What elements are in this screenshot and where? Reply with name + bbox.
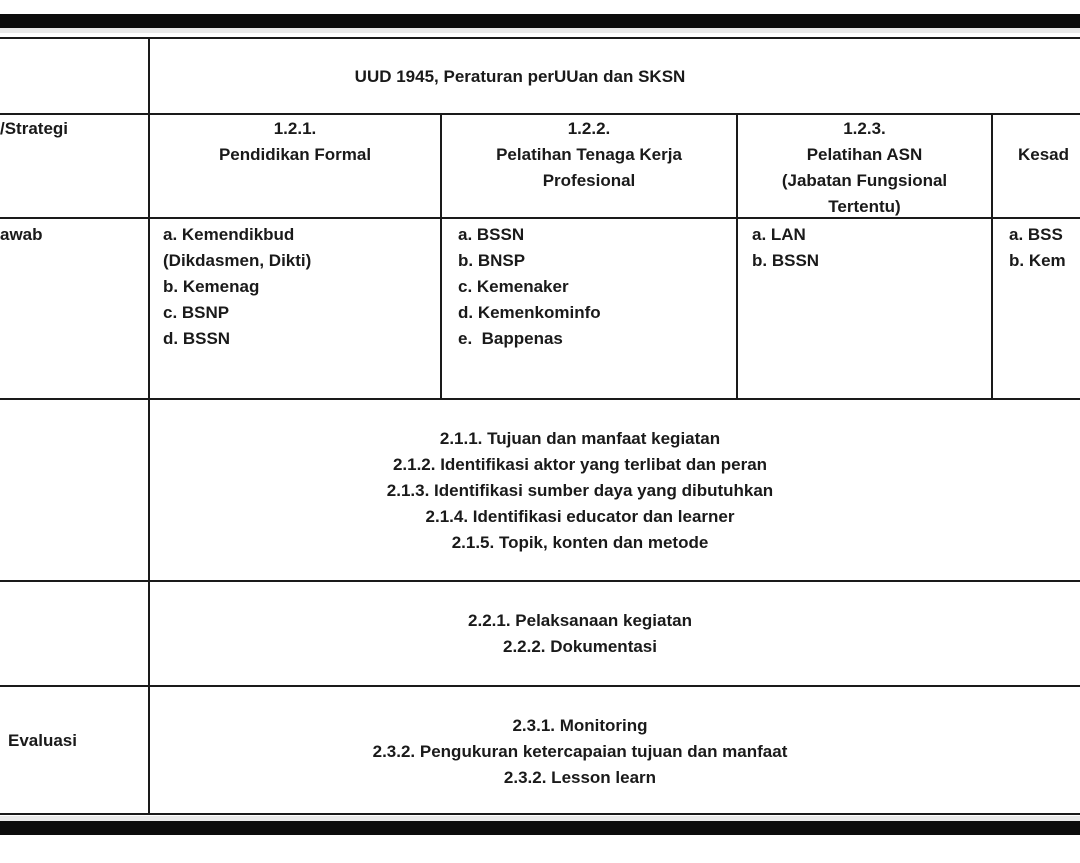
list-item: 2.2.2. Dokumentasi <box>502 637 657 656</box>
list-item: b. Kemenag <box>163 277 260 296</box>
table-line-implementation <box>0 685 1080 687</box>
responsible-list-1 <box>163 222 311 352</box>
list-item: c. Kemenaker <box>458 277 569 296</box>
column-header-3 <box>738 116 991 220</box>
list-item: b. BSSN <box>752 251 820 270</box>
top-border-shade <box>0 28 1080 33</box>
column-title: (Jabatan Fungsional <box>781 171 948 190</box>
list-item: e. Bappenas <box>458 329 563 348</box>
column-number: 1.2.1. <box>273 119 317 138</box>
list-item: b. BNSP <box>458 251 526 270</box>
bottom-border-bar <box>0 821 1080 835</box>
column-number: 1.2.3. <box>843 119 886 138</box>
row-label-evaluation: Evaluasi <box>8 731 77 750</box>
table-line-header <box>0 113 1080 115</box>
list-item: 2.1.5. Topik, konten dan metode <box>451 533 709 552</box>
column-title: Pendidikan Formal <box>218 145 372 164</box>
table-line-top <box>0 37 1080 39</box>
column-title: Pelatihan Tenaga Kerja <box>496 145 682 164</box>
table-title: UUD 1945, Peraturan perUUan dan SKSN <box>354 67 686 86</box>
table-line-planning <box>0 580 1080 582</box>
table-line-bottom <box>0 813 1080 815</box>
table-line-col-4 <box>991 113 993 400</box>
list-item: d. BSSN <box>163 329 231 348</box>
list-item: 2.1.4. Identifikasi educator dan learner <box>425 507 735 526</box>
column-header-1 <box>150 116 440 168</box>
list-item: 2.1.1. Tujuan dan manfaat kegiatan <box>439 429 721 448</box>
table-line-responsible <box>0 398 1080 400</box>
evaluation-section <box>20 713 1080 791</box>
planning-section <box>20 426 1080 556</box>
list-item: 2.3.1. Monitoring <box>512 716 648 735</box>
column-title: Tertentu) <box>828 197 901 216</box>
row-label-responsible: awab <box>0 225 43 244</box>
list-item: 2.3.2. Lesson learn <box>503 768 657 787</box>
column-header-4: Kesad <box>1018 145 1070 164</box>
list-item: c. BSNP <box>163 303 230 322</box>
top-border-bar <box>0 14 1080 28</box>
column-header-2 <box>442 116 736 194</box>
responsible-list-2 <box>458 222 601 352</box>
column-number: 1.2.2. <box>567 119 611 138</box>
column-title: Profesional <box>542 171 636 190</box>
implementation-section <box>20 608 1080 660</box>
list-item: 2.1.3. Identifikasi sumber daya yang dibutuhkan <box>386 481 774 500</box>
column-title: Pelatihan ASN <box>806 145 923 164</box>
list-item: 2.2.1. Pelaksanaan kegiatan <box>468 611 692 630</box>
list-item: (Dikdasmen, Dikti) <box>163 251 312 270</box>
list-item: a. Kemendikbud <box>163 225 295 244</box>
list-item: a. BSSN <box>458 225 525 244</box>
list-item: a. LAN <box>752 225 806 244</box>
list-item: 2.3.2. Pengukuran ketercapaian tujuan dan manfaat <box>372 742 788 761</box>
responsible-list-3 <box>752 222 819 274</box>
row-label-strategy: /Strategi <box>0 119 69 138</box>
list-item: 2.1.2. Identifikasi aktor yang terlibat dan peran <box>392 455 768 474</box>
list-item: d. Kemenkominfo <box>458 303 601 322</box>
list-item: b. Kem <box>1009 251 1066 270</box>
responsible-list-4 <box>1009 222 1066 274</box>
list-item: a. BSS <box>1009 225 1063 244</box>
